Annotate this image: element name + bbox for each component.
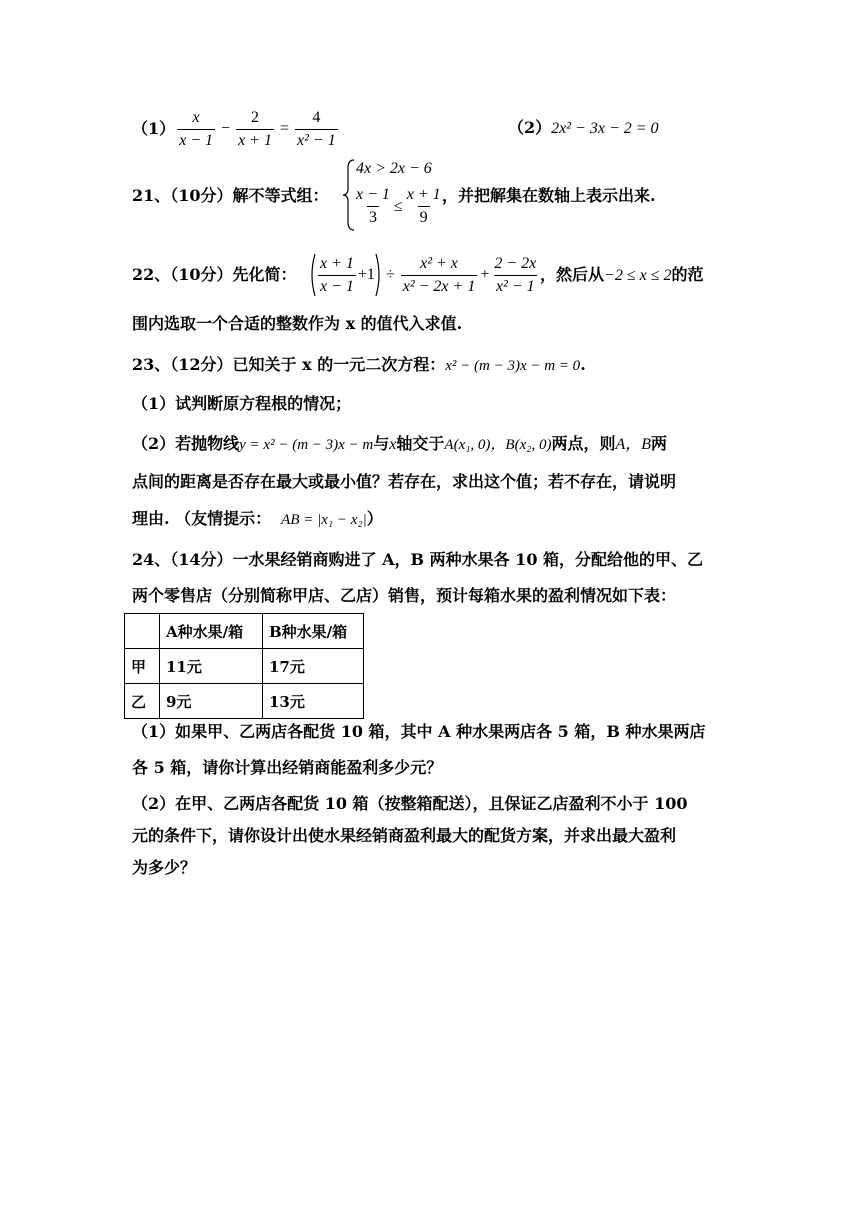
profit-table [124,613,364,719]
q20-part1-equation: $\frac{x}{x - 1}$ − $\frac{2}{x + 1}$ = $\frac{4}{\text{x² − 1}}$ [179,108,336,149]
table-row [125,684,364,719]
table-header-row [125,614,364,649]
q20-part1 [132,108,340,149]
table-cell: 乙 [125,684,160,719]
left-paren-icon [308,253,316,297]
q24-part1-line1: （1）如果甲、乙两店各配货 10 箱，其中 A 种水果两店各 5 箱，B 种水果两店 [132,722,706,741]
q22-expression: $\frac{x + 1}{x - 1}$ +1 ÷ $\frac{\text{x² + x}}{\text{x² − 2x + 1}}$ + $\frac{2 - 2x}{\text{x² − 1}}$ [308,252,541,298]
q23-part2-line1: （2）若抛物线y = x² − (m − 3)x − m与x轴交于A(x₁, 0)，B(x₂, 0)两点，则A，B两 [132,434,668,453]
q21-inequality-1: 4x > 2x − 6 [356,160,432,177]
q20-part2-label: （2） [508,118,552,137]
table-header-cell [125,614,160,649]
table-header-cell: B种水果/箱 [263,614,364,649]
q22-tail-line1: ，然后从−2 ≤ x ≤ 2的范 [540,265,704,284]
q20-part1-label: （1） [132,119,176,138]
q23-line1: 23、（12分）已知关于 x 的一元二次方程：x² − (m − 3)x − m = 0. [132,355,586,374]
table-header-cell: A种水果/箱 [160,614,263,649]
q24-line1: 24、（14分）一水果经销商购进了 A，B 两种水果各 10 箱，分配给他的甲、乙 [132,550,704,569]
q21-inequality-2: $\frac{x - 1}{3}$ ≤ $\frac{x + 1}{9}$ [356,186,441,226]
q23-part2-line2: 点间的距离是否存在最大或最小值？若存在，求出这个值；若不存在，请说明 [132,472,677,491]
q24-line2: 两个零售店（分别简称甲店、乙店）销售，预计每箱水果的盈利情况如下表： [132,586,677,605]
table-row [125,649,364,684]
q24-part2-line2: 元的条件下，请你设计出使水果经销商盈利最大的配货方案，并求出最大盈利 [132,826,677,845]
right-paren-icon [375,253,383,297]
q20-part2 [508,118,659,139]
q23-part2-line3: 理由. （友情提示： AB = |x₁ − x₂|） [132,509,383,528]
table-cell: 13元 [263,684,364,719]
table-cell: 11元 [160,649,263,684]
q20-part2-equation: 2x² − 3x − 2 = 0 [551,120,659,137]
q21-tail: ，并把解集在数轴上表示出来. [442,186,656,205]
q24-part2-line1: （2）在甲、乙两店各配货 10 箱（按整箱配送），且保证乙店盈利不小于 100 [132,794,688,813]
table-cell: 甲 [125,649,160,684]
q24-part2-line3: 为多少？ [132,858,197,877]
q21-label: 21、（10分）解不等式组： [132,186,329,205]
table-cell: 9元 [160,684,263,719]
q24-part1-line2: 各 5 箱，请你计算出经销商能盈利多少元？ [132,758,443,777]
table-cell: 17元 [263,649,364,684]
q22-label: 22、（10分）先化简： [132,265,297,284]
q23-part1: （1）试判断原方程根的情况； [132,394,352,413]
q22-line2: 围内选取一个合适的整数作为 x 的值代入求值. [132,314,463,333]
